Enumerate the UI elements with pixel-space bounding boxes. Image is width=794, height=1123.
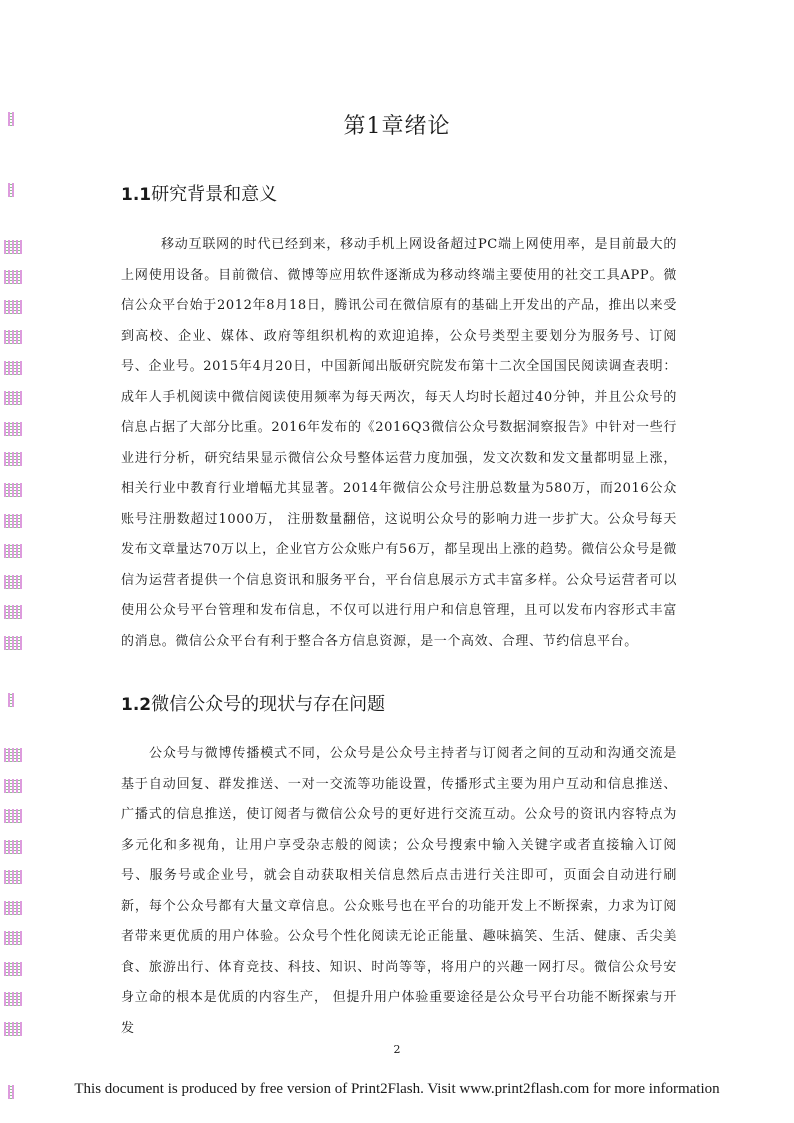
section-1-2-paragraph: 公众号与微博传播模式不同，公众号是公众号主持者与订阅者之间的互动和沟通交流是基于自动回复、群发推送、一对一交流等功能设置，传播形式主要为用户互动和信息推送、广播式的信息推送，使订阅者与微信公众号的更好进行交流互动。公众号的资讯内容特点为多元化和多视角，让用户享受杂志般的阅读；公众号搜索中输入关键字或者直接输入订阅号、服务号或企业号，就会自动获取相关信息然后点击进行关注即可，页面会自动进行刷新，每个公众号都有大量文章信息。公众账号也在平台的功能开发上不断探索，力求为订阅者带来更优质的用户体验。公众号个性化阅读无论正能量、趣味搞笑、生活、健康、舌尖美食、旅游出行、体育竞技、科技、知识、时尚等等，将用户的兴趣一网打尽。微信公众号安身立命的根本是优质的内容生产， 但提升用户体验重要途径是公众号平台功能不断探索与开发 [121,746,677,1036]
section-number: 1.2 [121,695,152,715]
margin-artifact [4,931,22,945]
section-1-1-paragraph: 移动互联网的时代已经到来，移动手机上网设备超过PC端上网使用率，是目前最大的上网使用设备。目前微信、微博等应用软件逐渐成为移动终端主要使用的社交工具APP。微信公众平台始于2012年8月18日，腾讯公司在微信原有的基础上开发出的产品，推出以来受到高校、企业、媒体、政府等组织机构的欢迎追捧，公众号类型主要划分为服务号、订阅号、企业号。2015年4月20日，中国新闻出版研究院发布第十二次全国国民阅读调查表明：成年人手机阅读中微信阅读使用频率为每天两次，每天人均时长超过40分钟，并且公众号的信息占据了大部分比重。2016年发布的《2016Q3微信公众号数据洞察报告》中针对一些行业进行分析，研究结果显示微信公众号整体运营力度加强，发文次数和发文量都明显上涨，相关行业中教育行业增幅尤其显著。2014年微信公众号注册总数量为580万，而2016公众账号注册数超过1000万， 注册数量翻倍，这说明公众号的影响力进一步扩大。公众号每天发布文章量达70万以上，企业官方公众账户有56万，都呈现出上涨的趋势。微信公众号是微信为运营者提供一个信息资讯和服务平台，平台信息展示方式丰富多样。公众号运营者可以使用公众号平台管理和发布信息，不仅可以进行用户和信息管理，且可以发布内容形式丰富的消息。微信公众平台有利于整合各方信息资源，是一个高效、合理、节约信息平台。 [121,237,677,649]
margin-artifact [4,422,22,436]
margin-artifact [4,992,22,1006]
margin-artifact [4,452,22,466]
watermark-footer: This document is produced by free version of Print2Flash. Visit www.print2flash.com for more information [74,1081,720,1097]
margin-artifact [4,575,22,589]
section-title-text: 微信公众号的现状与存在问题 [151,694,386,715]
margin-artifact [4,636,22,650]
margin-artifact [4,870,22,884]
margin-artifact [4,240,22,254]
margin-artifact [4,901,22,915]
margin-artifact [4,605,22,619]
scan-margin-artifacts [0,0,30,1123]
section-title-text: 研究背景和意义 [151,184,278,205]
margin-artifact [4,300,22,314]
margin-artifact [4,270,22,284]
section-heading-1-2 [121,690,385,716]
margin-artifact [4,544,22,558]
margin-artifact [4,1022,22,1036]
margin-artifact [4,391,22,405]
margin-artifact [4,514,22,528]
margin-artifact [8,693,14,707]
margin-artifact [4,330,22,344]
margin-artifact [4,483,22,497]
margin-artifact [4,361,22,375]
page-number: 2 [393,1043,401,1056]
margin-artifact [4,840,22,854]
margin-artifact [4,748,22,762]
margin-artifact [8,183,14,197]
margin-artifact [4,779,22,793]
chapter-title: 第1章绪论 [343,114,451,139]
section-number: 1.1 [121,185,152,205]
margin-artifact [4,809,22,823]
section-heading-1-1 [121,180,277,206]
margin-artifact [4,962,22,976]
